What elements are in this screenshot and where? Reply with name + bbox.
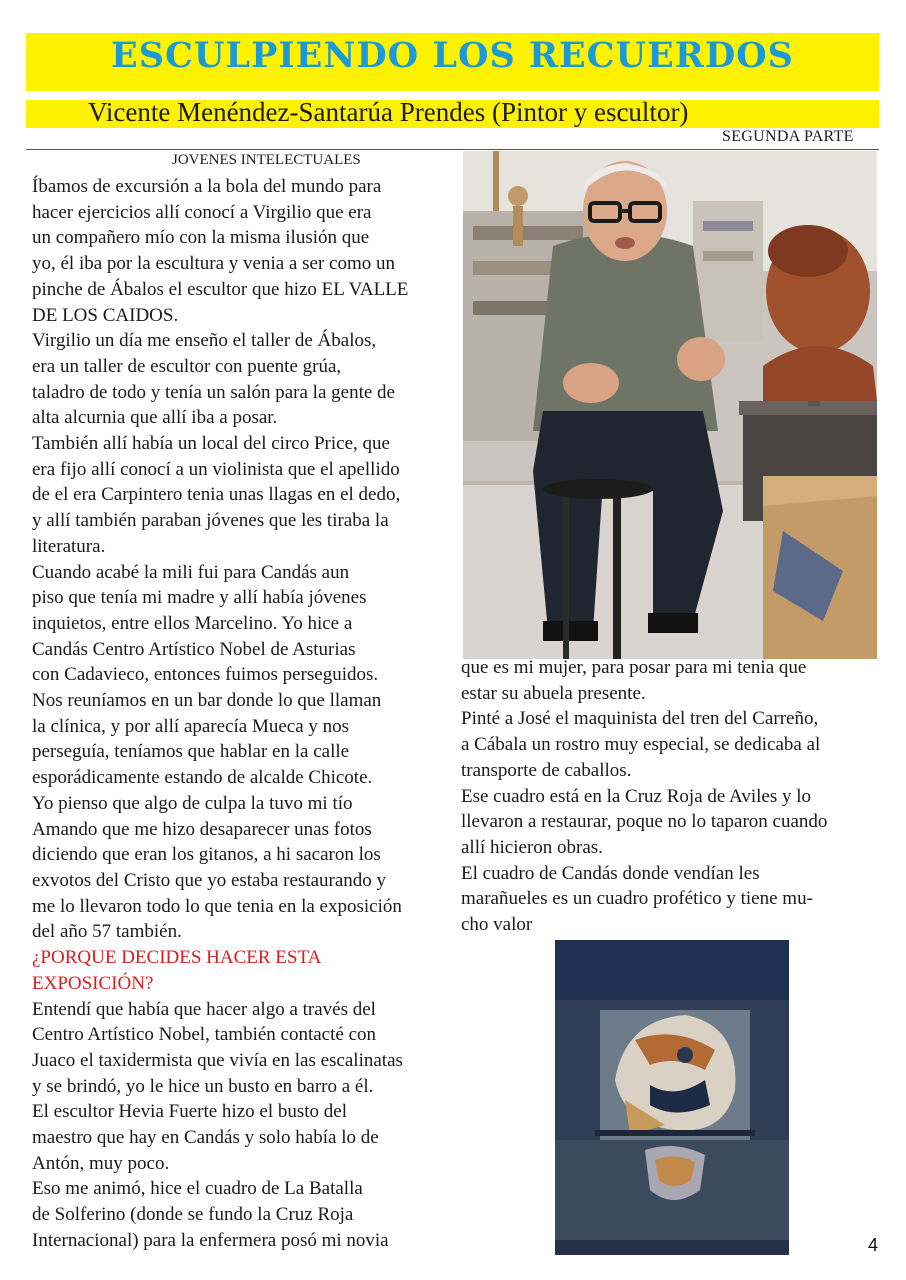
body-line: Ese cuadro está en la Cruz Roja de Aviles y lo [461, 785, 811, 807]
body-line: del año 57 también. [32, 921, 182, 943]
body-line: Cuando acabé la mili fui para Candás aun [32, 561, 350, 583]
body-line: la clínica, y por allí aparecía Mueca y nos [32, 715, 350, 737]
body-line: Nos reuníamos en un bar donde lo que llaman [32, 690, 382, 712]
body-line: Entendí que había que hacer algo a través del [32, 998, 376, 1020]
body-line: allí hicieron obras. [461, 836, 603, 858]
body-line: maestro que hay en Candás y solo había lo de [32, 1127, 379, 1149]
body-line: era un taller de escultor con puente grúa, [32, 355, 342, 377]
body-line: El cuadro de Candás donde vendían les [461, 862, 760, 884]
body-line: taladro de todo y tenía un salón para la gente de [32, 381, 395, 403]
question-line: ¿PORQUE DECIDES HACER ESTA [32, 947, 322, 969]
page-title: ESCULPIENDO LOS RECUERDOS [111, 35, 794, 76]
body-line: esporádicamente estando de alcalde Chicote. [32, 767, 373, 789]
body-line: Internacional) para la enfermera posó mi novia [32, 1229, 389, 1251]
section-heading: JOVENES INTELECTUALES [172, 152, 361, 168]
body-line: literatura. [32, 535, 106, 557]
body-line: marañueles es un cuadro profético y tiene mu- [461, 888, 813, 910]
subtitle-banner [26, 97, 879, 128]
body-line: exvotos del Cristo que yo estaba restaurando y [32, 869, 387, 891]
body-line: pinche de Ábalos el escultor que hizo EL VALLE [32, 278, 409, 300]
body-line: de el era Carpintero tenia unas llagas en el dedo, [32, 484, 401, 506]
part-label: SEGUNDA PARTE [722, 128, 854, 145]
body-line: y se brindó, yo le hice un busto en barro a él. [32, 1075, 374, 1097]
body-line: Amando que me hizo desaparecer unas fotos [32, 818, 372, 840]
body-line: diciendo que eran los gitanos, a hi sacaron los [32, 844, 381, 866]
body-line: que es mi mujer, para posar para mi tenia que [461, 657, 807, 678]
portrait-illustration [463, 151, 877, 659]
body-line: un compañero mío con la misma ilusión que [32, 227, 370, 249]
left-column [32, 174, 452, 1254]
body-line: DE LOS CAIDOS. [32, 304, 179, 326]
body-line: era fijo allí conocí a un violinista que el apellido [32, 458, 400, 480]
body-line: alta alcurnia que allí iba a posar. [32, 407, 278, 429]
body-line: de Solferino (donde se fundo la Cruz Roja [32, 1204, 354, 1226]
body-line: llevaron a restaurar, poque no lo taparon cuando [461, 811, 828, 833]
question-line: EXPOSICIÓN? [32, 972, 154, 994]
body-line: inquietos, entre ellos Marcelino. Yo hice a [32, 612, 353, 634]
body-line: Candás Centro Artístico Nobel de Asturias [32, 638, 356, 660]
body-line: Yo pienso que algo de culpa la tuvo mi tío [32, 792, 353, 814]
body-line: perseguía, teníamos que hablar en la calle [32, 741, 350, 763]
body-line: Juaco el taxidermista que vivía en las escalinatas [32, 1049, 403, 1071]
artist-portrait-photo [463, 151, 877, 659]
right-column [461, 655, 881, 938]
body-line: y allí también paraban jóvenes que les tiraba la [32, 510, 389, 532]
body-line: cho valor [461, 914, 533, 936]
page-number: 4 [868, 1235, 879, 1255]
body-line: transporte de caballos. [461, 759, 632, 781]
body-line: Íbamos de excursión a la bola del mundo para [32, 176, 382, 197]
body-line: Eso me animó, hice el cuadro de La Batalla [32, 1178, 363, 1200]
body-line: me lo llevaron todo lo que tenia en la exposición [32, 895, 402, 917]
body-line: Antón, muy poco. [32, 1152, 170, 1174]
article-subtitle: Vicente Menéndez-Santarúa Prendes (Pintor y escultor) [88, 97, 689, 127]
header-divider [26, 149, 879, 150]
body-line: También allí había un local del circo Price, que [32, 433, 390, 455]
body-line: Virgilio un día me enseño el taller de Ábalos, [32, 330, 377, 352]
body-line: estar su abuela presente. [461, 682, 646, 704]
body-line: yo, él iba por la escultura y venia a ser como un [32, 253, 395, 275]
title-banner [26, 33, 879, 91]
body-line: piso que tenía mi madre y allí había jóvenes [32, 587, 367, 609]
body-line: El escultor Hevia Fuerte hizo el busto del [32, 1101, 347, 1123]
body-line: Centro Artístico Nobel, también contacté con [32, 1024, 377, 1046]
body-line: Pinté a José el maquinista del tren del Carreño, [461, 708, 819, 730]
body-line: hacer ejercicios allí conocí a Virgilio que era [32, 201, 372, 223]
body-line: a Cábala un rostro muy especial, se dedicaba al [461, 734, 821, 756]
painting-image [555, 940, 789, 1255]
painting-illustration [555, 940, 789, 1255]
body-line: con Cadavieco, entonces fuimos perseguidos. [32, 664, 379, 686]
